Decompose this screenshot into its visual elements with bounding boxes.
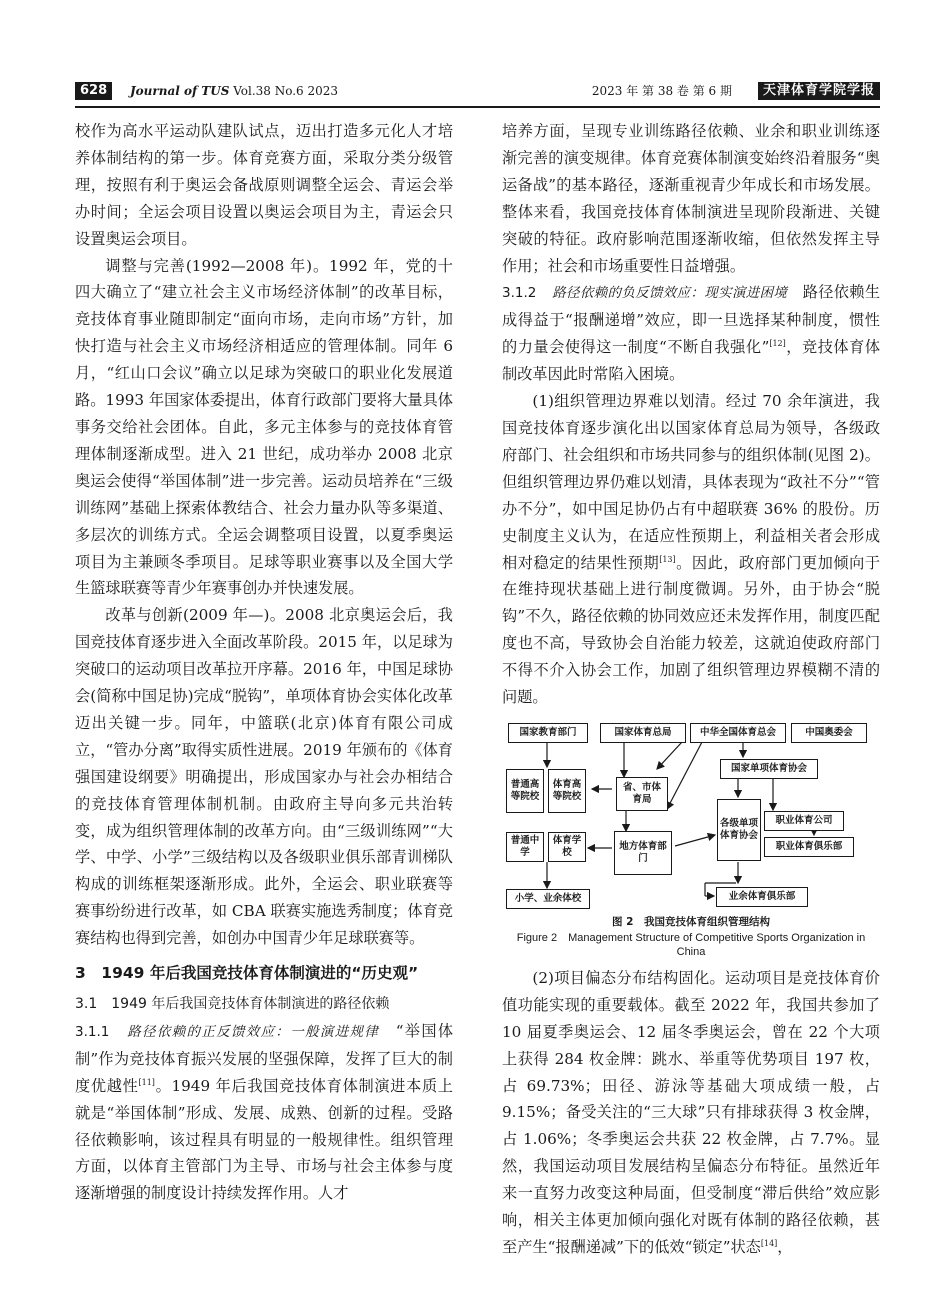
paragraph <box>502 965 880 1261</box>
caption-en: Figure 2 Management Structure of Competitive Sports Organization in China <box>516 931 866 958</box>
left-column <box>75 118 453 1207</box>
paragraph-text: 。1949 年后我国竞技体育体制演进本质上就是“举国体制”形成、发展、成熟、创新的过程。受路径依赖影响，该过程具有明显的一般规律性。组织管理方面，以体育主管部门为主导、市场与社会主体参与度逐渐增强的制度设计持续发挥作用。人才 <box>75 1076 453 1203</box>
journal-name: Journal of TUS <box>130 84 230 98</box>
node-local-sports-associations: 各级单项体育协会 <box>717 799 761 861</box>
node-national-education: 国家教育部门 <box>508 723 588 743</box>
journal-brand: 天津体育学院学报 <box>758 82 880 100</box>
node-general-university: 普通高等院校 <box>506 769 544 813</box>
paragraph: 改革与创新(2009 年—)。2008 北京奥运会后，我国竞技体育逐步进入全面改革阶段。2015 年，以足球为突破口的运动项目改革拉开序幕。2016 年，中国足球协会(简称中国足协)完成“脱钩”，单项体育协会实体化改革迈出关键一步。同年，中篮联(北京)体育有限公司成立，“管办分离”取得实质性进展。2019 年颁布的《体育强国建设纲要》明确提出，形成国家办与社会办相结合的竞技体育管理体制机制。由政府主导向多元共治转变，成为组织管理体制的改革方向。由“三级训练网”“大学、中学、小学”三级结构以及各级职业俱乐部青训梯队构成的训练框架逐渐形成。此外，全运会、职业联赛等赛事纷纷进行改革，如 CBA 联赛实施选秀制度；体育竞赛结构也得到完善，如创办中国青少年足球联赛等。 <box>75 606 453 948</box>
subsubsection-title: 路径依赖的正反馈效应：一般演进规律 <box>127 1023 380 1040</box>
caption-cn: 图 2 我国竞技体育组织管理结构 <box>612 915 770 928</box>
node-general-administration-of-sport: 国家体育总局 <box>600 723 686 743</box>
paragraph: 培养方面，呈现专业训练路径依赖、业余和职业训练逐渐完善的演变规律。体育竞赛体制演变始终沿着服务“奥运备战”的基本路径，逐渐重视青少年成长和市场发展。整体来看，我国竞技体育体制演进呈现阶段渐进、关键突破的特征。政府影响范围逐渐收缩，但依然发挥主导作用；社会和市场重要性日益增强。 <box>502 122 880 275</box>
header-rule <box>75 106 880 108</box>
figure-2-org-chart <box>502 721 880 931</box>
node-general-middle-school: 普通中学 <box>506 832 544 862</box>
paragraph: 校作为高水平运动队建队试点，迈出打造多元化人才培养体制结构的第一步。体育竞赛方面，采取分类分级管理，按照有利于奥运会备战原则调整全运会、青运会举办时间；全运会项目设置以奥运会项目为主，青运会只设置奥运会项目。 <box>75 122 453 248</box>
paragraph-text: “举国体制”作为竞技体育振兴发展的坚强保障，发挥了巨大的制度优越性 <box>75 1021 454 1095</box>
node-sports-university: 体育高等院校 <box>548 769 586 813</box>
paragraph <box>502 279 880 388</box>
node-provincial-sports-bureau: 省、市体育局 <box>616 777 668 811</box>
journal-citation <box>130 83 338 99</box>
node-all-china-sports-federation: 中华全国体育总会 <box>690 723 786 743</box>
paragraph-text: (1)组织管理边界难以划清。经过 70 余年演进，我国竞技体育逐步演化出以国家体育总局为领导，各级政府部门、社会组织和市场共同参与的组织体制(见图 2)。但组织管理边界仍难以划清，具体表现为“政社不分”“管办不分”，如中国足协仍占有中超联赛 36% 的股份。历史制度主义认为，在适应性预期上，利益相关者会形成相对稳定的结果性预期 <box>502 392 880 572</box>
paragraph-text: ， <box>777 1238 793 1256</box>
node-primary-amateur-school: 小学、业余体校 <box>506 889 590 909</box>
subsubsection-number: 3.1.1 <box>75 1023 110 1040</box>
node-national-sports-association: 国家单项体育协会 <box>720 759 818 779</box>
paragraph <box>502 388 880 711</box>
issue-info: 2023 年 第 38 卷 第 6 期 <box>591 84 732 98</box>
figure-caption <box>502 913 880 929</box>
citation: [14] <box>760 1238 778 1248</box>
citation: [12] <box>769 339 786 349</box>
subsection-heading: 3.1 1949 年后我国竞技体育体制演进的路径依赖 <box>75 996 390 1012</box>
citation: [11] <box>138 1077 155 1087</box>
section-heading: 3 1949 年后我国竞技体育体制演进的“历史观” <box>75 964 419 983</box>
node-amateur-sports-club: 业余体育俱乐部 <box>716 887 808 907</box>
paragraph <box>75 1018 453 1207</box>
citation: [13] <box>659 554 676 564</box>
node-chinese-olympic-committee: 中国奥委会 <box>791 723 867 743</box>
journal-volume: Vol.38 No.6 2023 <box>233 84 339 98</box>
paragraph-text: (2)项目偏态分布结构固化。运动项目是竞技体育价值功能实现的重要载体。截至 2022 年，我国共参加了 10 届夏季奥运会、12 届冬季奥运会，曾在 22 个大项上获得 284 枚金牌：跳水、举重等优势项目 197 枚，占 69.73%；田径、游泳等基础大项成绩一般，占 9.15%；备受关注的“三大球”只有排球获得 3 枚金牌，占 1.06%；冬季奥运会共获 22 枚金牌，占 7.7%。显然，我国运动项目发展结构呈偏态分布特征。虽然近年来一直努力改变这种局面，但受制度“滞后供给”效应影响，相关主体更加倾向强化对既有体制的路径依赖，甚至产生“报酬递减”下的低效“锁定”状态 <box>502 968 880 1256</box>
paragraph-text: 路径依赖生成得益于“报酬递增”效应，即一旦选择某种制度，惯性的力量会使得这一制度“不断自我强化” <box>502 283 881 357</box>
paragraph: 调整与完善(1992—2008 年)。1992 年，党的十四大确立了“建立社会主义市场经济体制”的改革目标，竞技体育事业随即制定“面向市场，走向市场”方针，加快打造与社会主义市场经济相适应的管理体制。同年 6 月，“红山口会议”确立以足球为突破口的职业化发展道路。1993 年国家体委提出，体育行政部门要将大量具体事务交给社会团体。自此，多元主体参与的竞技体育管理体制逐渐成型。进入 21 世纪，成功举办 2008 北京奥运会使得“举国体制”进一步完善。运动员培养在“三级训练网”基础上探索体教结合、社会力量办队等多渠道、多层次的训练方式。全运会调整项目设置，以夏季奥运项目为主兼顾冬季项目。足球等职业赛事以及全国大学生篮球联赛等青少年赛事创办并快速发展。 <box>75 256 453 598</box>
subsubsection-number: 3.1.2 <box>502 285 537 302</box>
page-number: 628 <box>75 82 112 100</box>
right-column <box>502 118 880 1261</box>
page-header <box>75 82 880 104</box>
paragraph-text: 。因此，政府部门更加倾向于在维持现状基础上进行制度微调。另外，由于协会“脱钩”不久，路径依赖的协同效应还未发挥作用，制度匹配度也不高，导致协会自治能力较差，这就迫使政府部门不得不介入协会工作，加剧了组织管理边界模糊不清的问题。 <box>502 553 881 707</box>
subsubsection-title: 路径依赖的负反馈效应：现实演进困境 <box>552 285 788 302</box>
node-professional-sports-company: 职业体育公司 <box>764 811 844 831</box>
node-local-sports-department: 地方体育部门 <box>614 831 672 875</box>
node-sports-school: 体育学校 <box>548 832 586 862</box>
paragraph-text: ，竞技体育体制改革因此时常陷入困境。 <box>502 338 881 384</box>
node-professional-sports-club: 职业体育俱乐部 <box>764 837 854 857</box>
